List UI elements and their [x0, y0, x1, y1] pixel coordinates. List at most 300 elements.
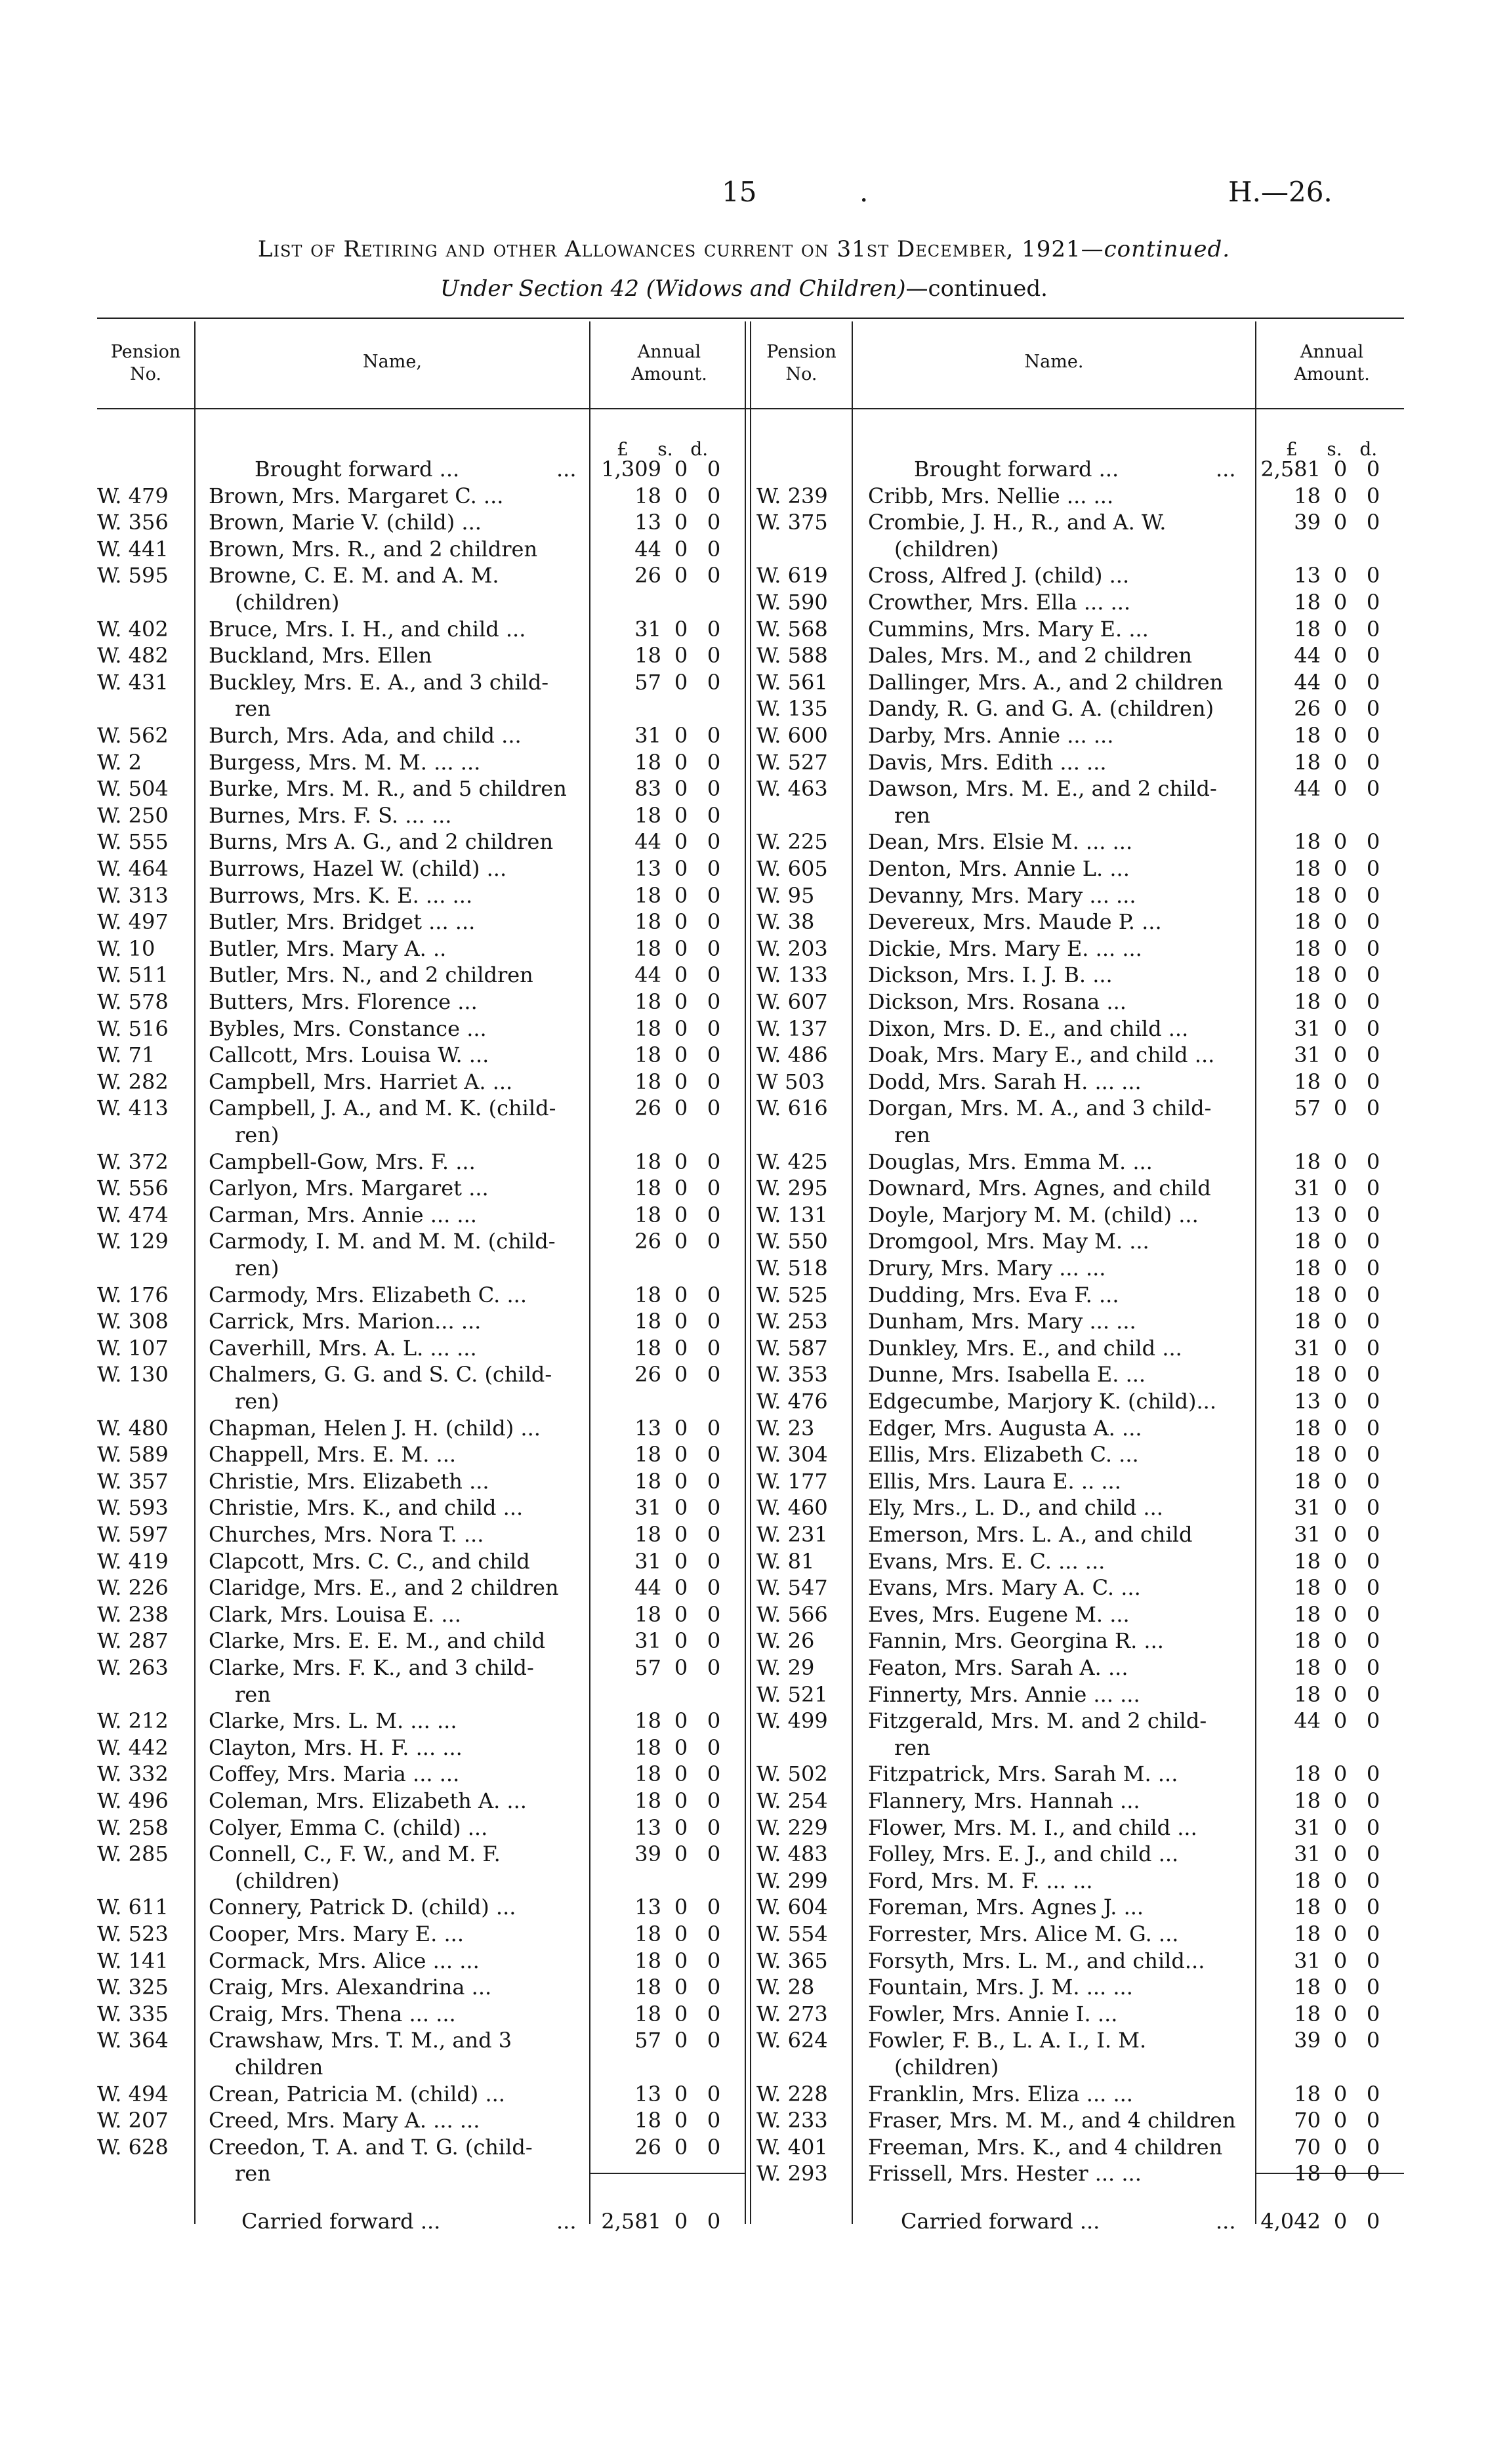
- pension-no: W. 554: [756, 1921, 828, 1946]
- pensioner-name: Folley, Mrs. E. J., and child ...: [868, 1841, 1179, 1866]
- pension-no: W. 225: [756, 829, 828, 854]
- page-subtitle: [0, 276, 1488, 302]
- amount-shillings: 0: [1333, 2209, 1348, 2234]
- pension-no: W. 483: [756, 1841, 828, 1866]
- table-row: [756, 1974, 1406, 2000]
- pension-no: W. 482: [97, 643, 169, 668]
- amount-shillings: 0: [1333, 457, 1348, 482]
- pension-no: W. 518: [756, 1256, 828, 1281]
- table-row: [756, 1948, 1406, 1974]
- table-row: [756, 1202, 1406, 1228]
- pensioner-name: Browne, C. E. M. and A. M.: [209, 563, 499, 588]
- amount-pounds: 18: [1294, 1549, 1321, 1574]
- table-row: [97, 1282, 747, 1308]
- pension-no: W. 499: [756, 1708, 828, 1733]
- pensioner-name: Chalmers, G. G. and S. C. (child-: [209, 1362, 552, 1387]
- amount-pounds: 26: [634, 1229, 661, 1254]
- amount-shillings: 0: [674, 1602, 688, 1627]
- pensioner-name: Cooper, Mrs. Mary E. ...: [209, 1921, 464, 1946]
- amount-pence: 0: [1366, 510, 1380, 535]
- amount-pounds: 44: [1294, 776, 1321, 801]
- amount-pounds: 18: [634, 1202, 661, 1227]
- pensioner-name: Ellis, Mrs. Laura E. .. ...: [868, 1469, 1121, 1494]
- amount-pounds: 18: [634, 1602, 661, 1627]
- table-row: [756, 1761, 1406, 1787]
- pension-no: W. 29: [756, 1655, 815, 1680]
- amount-pounds: 18: [634, 1442, 661, 1467]
- pension-no: W. 357: [97, 1469, 169, 1494]
- table-row: [756, 1708, 1406, 1734]
- pension-no: W. 71: [97, 1042, 155, 1067]
- amount-pounds: 31: [1294, 1841, 1321, 1866]
- pension-no: W. 460: [756, 1495, 828, 1520]
- pensioner-name: Douglas, Mrs. Emma M. ...: [868, 1149, 1153, 1174]
- table-row: [97, 509, 747, 535]
- pension-no: W. 597: [97, 1522, 169, 1547]
- amount-shillings: 0: [674, 1096, 688, 1120]
- amount-pounds: 31: [634, 1628, 661, 1653]
- amount-pounds: 31: [634, 1549, 661, 1574]
- pensioner-name: Featon, Mrs. Sarah A. ...: [868, 1655, 1128, 1680]
- pensioner-name: Ellis, Mrs. Elizabeth C. ...: [868, 1442, 1139, 1467]
- table-row: [756, 1042, 1406, 1068]
- carried-forward-row: [756, 2208, 1406, 2234]
- pension-no: W. 325: [97, 1975, 169, 2000]
- amount-shillings: 0: [674, 2082, 688, 2106]
- amount-shillings: 0: [674, 2002, 688, 2026]
- pensioner-name: Brown, Mrs. Margaret C. ...: [209, 483, 504, 508]
- amount-shillings: 0: [1333, 1549, 1348, 1574]
- amount-pounds: 18: [634, 2002, 661, 2026]
- pensioner-name: Eves, Mrs. Eugene M. ...: [868, 1602, 1130, 1627]
- carried-forward-label: Carried forward ...: [901, 2209, 1100, 2234]
- amount-shillings: 0: [674, 1735, 688, 1760]
- amount-pounds: 18: [634, 909, 661, 934]
- amount-pounds: 31: [634, 1495, 661, 1520]
- amount-pence: 0: [1366, 2108, 1380, 2133]
- table-row: [756, 1016, 1406, 1042]
- amount-pounds: 31: [1294, 1948, 1321, 1973]
- amount-pence: 0: [707, 1655, 721, 1680]
- amount-pence: 0: [1366, 856, 1380, 881]
- pensioner-name: Caverhill, Mrs. A. L. ... ...: [209, 1336, 477, 1361]
- header-amount-right: Annual Amount.: [1294, 342, 1370, 384]
- amount-shillings: 0: [1333, 1921, 1348, 1946]
- amount-pence: 0: [707, 2209, 721, 2234]
- amount-pounds: 18: [1294, 617, 1321, 642]
- table-row: [97, 562, 747, 588]
- amount-pence: 0: [707, 1416, 721, 1441]
- table-row: [97, 802, 747, 829]
- table-row: [97, 1202, 747, 1228]
- pensioner-name: Ely, Mrs., L. D., and child ...: [868, 1495, 1163, 1520]
- table-row: [756, 775, 1406, 802]
- pension-no: W. 233: [756, 2108, 828, 2133]
- pension-no: W. 502: [756, 1761, 828, 1786]
- table-row: [756, 695, 1406, 722]
- pensioner-name: Dickson, Mrs. Rosana ...: [868, 989, 1126, 1014]
- amount-pounds: 26: [634, 2135, 661, 2160]
- amount-shillings: 0: [674, 1575, 688, 1600]
- amount-pounds: 44: [634, 537, 661, 562]
- table-row: [97, 1601, 747, 1628]
- pension-no: W. 107: [97, 1336, 169, 1361]
- table-row: [756, 1122, 1406, 1148]
- pensioner-name: Dean, Mrs. Elsie M. ... ...: [868, 829, 1133, 854]
- pension-no: W. 203: [756, 936, 828, 961]
- pensioner-name: Crean, Patricia M. (child) ...: [209, 2082, 505, 2106]
- amount-pence: 0: [1366, 1895, 1380, 1920]
- amount-pounds: 18: [634, 1309, 661, 1334]
- pension-no: W. 425: [756, 1149, 828, 1174]
- amount-shillings: 0: [1333, 909, 1348, 934]
- amount-pounds: 18: [634, 750, 661, 775]
- amount-pence: 0: [1366, 1522, 1380, 1547]
- amount-pence: 0: [1366, 2135, 1380, 2160]
- amount-pounds: 70: [1294, 2135, 1321, 2160]
- pensioner-name: Frissell, Mrs. Hester ... ...: [868, 2161, 1142, 2186]
- table-row: [97, 1122, 747, 1148]
- pension-no: W. 578: [97, 989, 169, 1014]
- table-row: [97, 1788, 747, 1814]
- pension-no: W. 263: [97, 1655, 169, 1680]
- amount-pence: 0: [707, 1442, 721, 1467]
- pensioner-name: Devanny, Mrs. Mary ... ...: [868, 883, 1136, 908]
- amount-pounds: 13: [634, 1895, 661, 1920]
- pensioner-name: Claridge, Mrs. E., and 2 children: [209, 1575, 559, 1600]
- amount-pounds: 18: [634, 1469, 661, 1494]
- table-row: [97, 1388, 747, 1414]
- table-row: [97, 1228, 747, 1254]
- amount-pounds: 1,309: [601, 457, 661, 482]
- pensioner-name: Carrick, Mrs. Marion... ...: [209, 1309, 482, 1334]
- amount-shillings: 0: [674, 1495, 688, 1520]
- amount-shillings: 0: [1333, 1708, 1348, 1733]
- pension-no: W. 624: [756, 2028, 828, 2053]
- pension-no: W. 464: [97, 856, 169, 881]
- amount-shillings: 0: [674, 563, 688, 588]
- amount-shillings: 0: [1333, 1309, 1348, 1334]
- amount-pence: 0: [707, 670, 721, 695]
- pensioner-name: Carlyon, Mrs. Margaret ...: [209, 1176, 489, 1201]
- table-row: [97, 1441, 747, 1468]
- pensioner-name: Clayton, Mrs. H. F. ... ...: [209, 1735, 463, 1760]
- pension-no: W. 10: [97, 936, 155, 961]
- pensioner-name: Dromgool, Mrs. May M. ...: [868, 1229, 1149, 1254]
- amount-pounds: 13: [634, 1815, 661, 1840]
- pensioner-name: Carman, Mrs. Annie ... ...: [209, 1202, 477, 1227]
- amount-pounds: 18: [634, 1708, 661, 1733]
- pension-no: W. 413: [97, 1096, 169, 1120]
- pensioner-name: ren): [235, 1256, 279, 1281]
- brought-forward-label: Brought forward ...: [255, 457, 460, 482]
- amount-pounds: 31: [634, 617, 661, 642]
- amount-pounds: 18: [1294, 1895, 1321, 1920]
- amount-pence: 0: [1366, 1309, 1380, 1334]
- pension-no: W. 442: [97, 1735, 169, 1760]
- amount-pence: 0: [707, 989, 721, 1014]
- amount-shillings: 0: [674, 2209, 688, 2234]
- pension-no: W. 372: [97, 1149, 169, 1174]
- amount-pounds: 13: [1294, 1202, 1321, 1227]
- amount-pence: 0: [1366, 1788, 1380, 1813]
- pensioner-name: Burke, Mrs. M. R., and 5 children: [209, 776, 567, 801]
- amount-pounds: 18: [1294, 962, 1321, 987]
- amount-pence: 0: [1366, 457, 1380, 482]
- amount-pence: 0: [1366, 1362, 1380, 1387]
- table-row: [97, 2134, 747, 2160]
- table-row: [97, 962, 747, 988]
- pensioner-name: Butler, Mrs. Mary A. ..: [209, 936, 447, 961]
- pension-no: W. 137: [756, 1016, 828, 1041]
- amount-pounds: 18: [634, 989, 661, 1014]
- amount-pence: 0: [1366, 2209, 1380, 2234]
- table-row: [97, 1494, 747, 1521]
- amount-shillings: 0: [1333, 723, 1348, 748]
- pensioner-name: Forrester, Mrs. Alice M. G. ...: [868, 1921, 1179, 1946]
- amount-shillings: 0: [1333, 1815, 1348, 1840]
- amount-shillings: 0: [674, 1655, 688, 1680]
- pensioner-name: Forsyth, Mrs. L. M., and child...: [868, 1948, 1205, 1973]
- pension-no: W. 494: [97, 2082, 169, 2106]
- amount-pounds: 18: [634, 2108, 661, 2133]
- table-row: [756, 562, 1406, 588]
- amount-pounds: 26: [1294, 696, 1321, 721]
- table-row: [756, 2081, 1406, 2107]
- pension-no: W. 550: [756, 1229, 828, 1254]
- pension-no: W. 212: [97, 1708, 169, 1733]
- amount-pence: 0: [1366, 1416, 1380, 1441]
- pension-no: W. 402: [97, 617, 169, 642]
- header-name-left: Name,: [363, 352, 422, 372]
- pensioner-name: Clapcott, Mrs. C. C., and child: [209, 1549, 530, 1574]
- pension-no: W. 556: [97, 1176, 169, 1201]
- pensioner-name: Crawshaw, Mrs. T. M., and 3: [209, 2028, 512, 2053]
- table-row: [97, 1308, 747, 1334]
- amount-pence: 0: [707, 1096, 721, 1120]
- amount-pounds: 18: [1294, 883, 1321, 908]
- amount-pence: 0: [707, 1069, 721, 1094]
- amount-pounds: 18: [634, 1069, 661, 1094]
- pensioner-name: Fannin, Mrs. Georgina R. ...: [868, 1628, 1164, 1653]
- amount-pence: 0: [1366, 989, 1380, 1014]
- amount-pence: 0: [1366, 2002, 1380, 2026]
- amount-pounds: 18: [1294, 1975, 1321, 2000]
- table-row: [97, 1974, 747, 2000]
- table-row: [97, 1095, 747, 1121]
- amount-pounds: 39: [634, 1841, 661, 1866]
- amount-shillings: 0: [1333, 1841, 1348, 1866]
- amount-shillings: 0: [674, 1815, 688, 1840]
- amount-shillings: 0: [1333, 643, 1348, 668]
- table-row: [756, 1415, 1406, 1441]
- amount-pence: 0: [707, 1628, 721, 1653]
- table-row: [756, 2054, 1406, 2080]
- amount-pence: 0: [1366, 1469, 1380, 1494]
- amount-pence: 0: [707, 962, 721, 987]
- amount-shillings: 0: [674, 670, 688, 695]
- table-row: [756, 1282, 1406, 1308]
- amount-pounds: 18: [634, 1948, 661, 1973]
- table-row: [756, 483, 1406, 509]
- pension-no: W. 521: [756, 1682, 828, 1707]
- amount-pounds: 18: [1294, 909, 1321, 934]
- pensioner-name: Carmody, Mrs. Elizabeth C. ...: [209, 1283, 527, 1307]
- amount-pence: 0: [707, 1761, 721, 1786]
- amount-shillings: 0: [1333, 670, 1348, 695]
- pensioner-name: Freeman, Mrs. K., and 4 children: [868, 2135, 1223, 2160]
- pensioner-name: Ford, Mrs. M. F. ... ...: [868, 1868, 1093, 1893]
- table-row: [756, 1521, 1406, 1548]
- amount-pence: 0: [707, 1469, 721, 1494]
- page-number: 15: [722, 176, 757, 208]
- table-row: [97, 749, 747, 775]
- pensioner-name: Burnes, Mrs. F. S. ... ...: [209, 803, 452, 828]
- amount-pounds: 44: [1294, 1708, 1321, 1733]
- amount-pence: 0: [707, 1948, 721, 1973]
- amount-shillings: 0: [674, 989, 688, 1014]
- pensioner-name: Dixon, Mrs. D. E., and child ...: [868, 1016, 1189, 1041]
- amount-pence: 0: [707, 1895, 721, 1920]
- pension-no: W. 335: [97, 2002, 169, 2026]
- amount-pence: 0: [707, 1841, 721, 1866]
- pensioner-name: Campbell-Gow, Mrs. F. ...: [209, 1149, 476, 1174]
- amount-pence: 0: [1366, 2161, 1380, 2186]
- amount-pounds: 18: [1294, 1149, 1321, 1174]
- pension-no: W. 293: [756, 2161, 828, 2186]
- amount-pounds: 83: [634, 776, 661, 801]
- pension-no: W. 588: [756, 643, 828, 668]
- amount-pence: 0: [707, 1202, 721, 1227]
- amount-pence: 0: [707, 750, 721, 775]
- amount-shillings: 0: [1333, 1202, 1348, 1227]
- table-row: [756, 829, 1406, 855]
- pensioner-name: Doak, Mrs. Mary E., and child ...: [868, 1042, 1215, 1067]
- pension-no: W. 365: [756, 1948, 828, 1973]
- amount-shillings: 0: [674, 909, 688, 934]
- amount-pounds: 44: [634, 1575, 661, 1600]
- title-cont: continued.: [1104, 236, 1231, 262]
- amount-pence: 0: [1366, 617, 1380, 642]
- amount-pence: 0: [707, 2028, 721, 2053]
- pension-no: W. 496: [97, 1788, 169, 1813]
- table-row: [756, 669, 1406, 695]
- amount-shillings: 0: [674, 1628, 688, 1653]
- amount-shillings: 0: [1333, 1602, 1348, 1627]
- amount-pence: 0: [1366, 1229, 1380, 1254]
- amount-pence: 0: [1366, 1575, 1380, 1600]
- table-row: [97, 1335, 747, 1361]
- table-row: [97, 1654, 747, 1681]
- pension-no: W. 353: [756, 1362, 828, 1387]
- pensioner-name: Connery, Patrick D. (child) ...: [209, 1895, 516, 1920]
- amount-pounds: 18: [634, 643, 661, 668]
- header-dot: .: [859, 176, 869, 208]
- amount-pounds: 18: [1294, 936, 1321, 961]
- amount-shillings: 0: [1333, 1575, 1348, 1600]
- pension-no: W. 547: [756, 1575, 828, 1600]
- table-row: [97, 855, 747, 882]
- pension-no: W. 595: [97, 563, 169, 588]
- amount-pence: 0: [707, 1229, 721, 1254]
- pensioner-name: Fitzpatrick, Mrs. Sarah M. ...: [868, 1761, 1178, 1786]
- amount-pounds: 31: [1294, 1336, 1321, 1361]
- amount-shillings: 0: [1333, 1096, 1348, 1120]
- amount-pounds: 31: [1294, 1042, 1321, 1067]
- table-row: [756, 989, 1406, 1015]
- amount-pence: 0: [707, 1549, 721, 1574]
- table-row: [97, 882, 747, 909]
- pension-no: W. 226: [97, 1575, 169, 1600]
- pensioner-name: Fountain, Mrs. J. M. ... ...: [868, 1975, 1133, 2000]
- amount-shillings: 0: [674, 776, 688, 801]
- carried-forward-dots: ...: [1216, 2209, 1236, 2234]
- pensioner-name: Dales, Mrs. M., and 2 children: [868, 643, 1192, 668]
- pension-no: W. 129: [97, 1229, 169, 1254]
- pension-no: W. 562: [97, 723, 169, 748]
- table-row: [97, 1921, 747, 1947]
- pensioner-name: Franklin, Mrs. Eliza ... ...: [868, 2082, 1133, 2106]
- pension-no: W. 525: [756, 1283, 828, 1307]
- table-row: [97, 616, 747, 642]
- pension-no: W. 2: [97, 750, 142, 775]
- amount-pence: 0: [707, 1176, 721, 1201]
- amount-pounds: 57: [634, 1655, 661, 1680]
- pensioner-name: Bruce, Mrs. I. H., and child ...: [209, 617, 526, 642]
- amount-shillings: 0: [674, 1522, 688, 1547]
- amount-pence: 0: [1366, 1069, 1380, 1094]
- amount-pence: 0: [707, 1735, 721, 1760]
- pensioner-name: (children): [894, 2055, 999, 2080]
- pension-no: W. 566: [756, 1602, 828, 1627]
- pensioner-name: Dallinger, Mrs. A., and 2 children: [868, 670, 1224, 695]
- table-row: [756, 722, 1406, 749]
- amount-pence: 0: [1366, 483, 1380, 508]
- amount-pence: 0: [707, 829, 721, 854]
- pension-no: W. 81: [756, 1549, 815, 1574]
- table-row: [97, 1948, 747, 1974]
- amount-pounds: 57: [1294, 1096, 1321, 1120]
- pensioner-name: Coffey, Mrs. Maria ... ...: [209, 1761, 460, 1786]
- amount-pounds: 18: [634, 1283, 661, 1307]
- pension-no: W. 356: [97, 510, 169, 535]
- unit-pounds: £: [1286, 438, 1298, 460]
- unit-shillings: s.: [1327, 438, 1342, 460]
- pension-no: W. 523: [97, 1921, 169, 1946]
- pension-no: W. 607: [756, 989, 828, 1014]
- amount-shillings: 0: [1333, 936, 1348, 961]
- pensioner-name: Dunne, Mrs. Isabella E. ...: [868, 1362, 1146, 1387]
- amount-shillings: 0: [1333, 510, 1348, 535]
- amount-pence: 0: [1366, 1948, 1380, 1973]
- table-row: [756, 1335, 1406, 1361]
- amount-shillings: 0: [674, 1069, 688, 1094]
- pensioner-name: (children): [235, 1868, 340, 1893]
- pension-no: W. 561: [756, 670, 828, 695]
- table-row: [756, 1735, 1406, 1761]
- table-row: [756, 642, 1406, 668]
- amount-pounds: 18: [634, 1788, 661, 1813]
- table-row: [756, 1574, 1406, 1601]
- table-row: [97, 1069, 747, 1095]
- pensioner-name: Campbell, Mrs. Harriet A. ...: [209, 1069, 513, 1094]
- table-row: [97, 1628, 747, 1654]
- table-row: [97, 989, 747, 1015]
- unit-pounds: £: [617, 438, 629, 460]
- table-row: [97, 1468, 747, 1494]
- header-name-right: Name.: [1024, 352, 1084, 372]
- table-row: [756, 1894, 1406, 1920]
